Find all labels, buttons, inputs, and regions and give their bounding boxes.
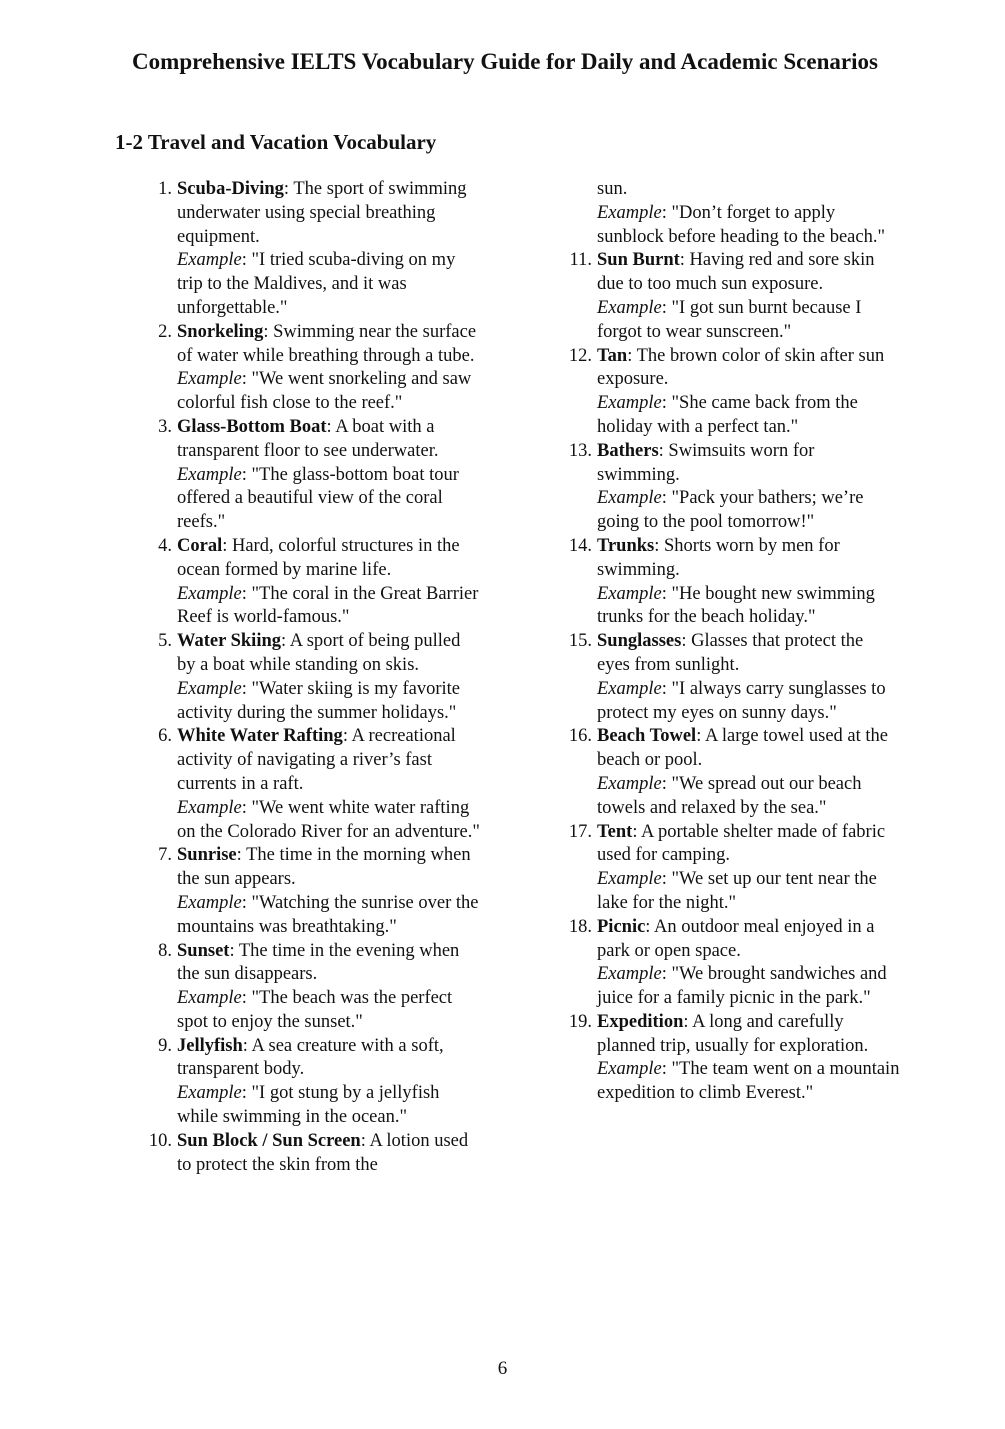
left-column bbox=[140, 178, 480, 1177]
entry-definition: : Shorts worn by men for swimming. bbox=[597, 535, 840, 580]
entry-number: 17. bbox=[568, 821, 592, 842]
example-text: : "The coral in the Great Barrier Reef is world-famous." bbox=[177, 583, 479, 628]
entry-example bbox=[597, 583, 900, 631]
vocab-entry bbox=[560, 535, 900, 630]
entry-number: 5. bbox=[158, 631, 172, 652]
entry-number: 1. bbox=[158, 179, 172, 199]
entry-example bbox=[177, 368, 480, 416]
entry-example bbox=[597, 678, 900, 726]
entry-example bbox=[177, 583, 480, 631]
entry-number: 11. bbox=[569, 250, 592, 271]
example-label: Example bbox=[177, 988, 242, 1009]
entry-term: Tent bbox=[597, 821, 633, 842]
entry-definition: : A large towel used at the beach or pool. bbox=[597, 726, 889, 771]
entry-term: Bathers bbox=[597, 440, 659, 461]
entry-term: Tan bbox=[597, 345, 628, 366]
vocab-entry bbox=[560, 821, 900, 916]
entry-number: 19. bbox=[568, 1011, 592, 1032]
entry-definition: : The time in the morning when the sun appears. bbox=[177, 845, 471, 890]
entry-example bbox=[177, 1082, 480, 1130]
example-label: Example bbox=[177, 892, 242, 913]
entry-number: 2. bbox=[158, 321, 172, 342]
entry-example bbox=[597, 297, 900, 345]
example-label: Example bbox=[597, 488, 662, 509]
entry-number: 9. bbox=[158, 1035, 172, 1056]
entry-number: 8. bbox=[158, 940, 172, 961]
vocab-entry bbox=[560, 630, 900, 725]
entry-number: 7. bbox=[158, 845, 172, 866]
entry-definition: : The time in the evening when the sun disappears. bbox=[177, 940, 460, 985]
example-label: Example bbox=[177, 369, 242, 390]
vocab-entry bbox=[560, 440, 900, 535]
entry-example bbox=[597, 773, 900, 821]
entry-definition: : A boat with a transparent floor to see underwater. bbox=[177, 416, 439, 461]
vocab-entry bbox=[140, 416, 480, 535]
entry-term: Sunset bbox=[177, 940, 230, 961]
entry-example bbox=[177, 892, 480, 940]
entry-number: 18. bbox=[568, 916, 592, 937]
example-text: : "We went white water rafting on the Colorado River for an adventure." bbox=[177, 797, 480, 842]
entry-term: Jellyfish bbox=[177, 1035, 243, 1056]
entry-term: Snorkeling bbox=[177, 321, 264, 342]
entry-example bbox=[177, 464, 480, 535]
entry-definition: : A sport of being pulled by a boat while standing on skis. bbox=[177, 631, 461, 675]
example-label: Example bbox=[597, 964, 662, 985]
vocab-entry bbox=[140, 725, 480, 844]
entry-term: Water Skiing bbox=[177, 631, 281, 652]
example-label: Example bbox=[177, 250, 242, 271]
entry-number: 3. bbox=[158, 416, 172, 437]
example-text: : "The team went on a mountain expedition to climb Everest." bbox=[597, 1059, 900, 1104]
example-label: Example bbox=[597, 393, 662, 414]
example-label: Example bbox=[597, 773, 662, 794]
example-label: Example bbox=[597, 202, 662, 223]
entry-term: Coral bbox=[177, 535, 223, 556]
example-text: : "Pack your bathers; we’re going to the pool tomorrow!" bbox=[597, 488, 864, 533]
entry-term: White Water Rafting bbox=[177, 726, 343, 747]
entry-term: Picnic bbox=[597, 916, 646, 937]
entry-definition: : Hard, colorful structures in the ocean formed by marine life. bbox=[177, 535, 460, 580]
example-text: : "I tried scuba-diving on my trip to the Maldives, and it was unforgettable." bbox=[177, 250, 456, 318]
entry-definition: : A sea creature with a soft, transparent body. bbox=[177, 1035, 444, 1080]
entry-definition: : An outdoor meal enjoyed in a park or open space. bbox=[597, 916, 875, 961]
entry-example bbox=[177, 249, 480, 320]
entry-example bbox=[597, 392, 900, 440]
entry-term: Sun Burnt bbox=[597, 250, 680, 271]
entry-definition: : A portable shelter made of fabric used for camping. bbox=[597, 821, 886, 866]
example-text: : "Water skiing is my favorite activity during the summer holidays." bbox=[177, 678, 460, 723]
entry-example bbox=[597, 1058, 900, 1106]
entry-definition: : Swimsuits worn for swimming. bbox=[597, 440, 815, 485]
entry-definition: : A lotion used to protect the skin from the bbox=[177, 1130, 469, 1175]
entry-example bbox=[597, 868, 900, 916]
entry-example bbox=[597, 963, 900, 1011]
vocab-entry bbox=[140, 1035, 480, 1130]
example-label: Example bbox=[177, 678, 242, 699]
section-heading: 1-2 Travel and Vacation Vocabulary bbox=[115, 130, 437, 154]
vocab-entry bbox=[140, 940, 480, 1035]
entry-definition: : The sport of swimming underwater using special breathing equipment. bbox=[177, 179, 467, 247]
entry-number: 13. bbox=[568, 440, 592, 461]
entry-example bbox=[177, 797, 480, 845]
example-label: Example bbox=[597, 1059, 662, 1080]
entry-term: Sunrise bbox=[177, 845, 237, 866]
entry-number: 14. bbox=[568, 535, 592, 556]
vocab-entry bbox=[140, 321, 480, 416]
example-text: : "Watching the sunrise over the mountains was breathtaking." bbox=[177, 892, 479, 937]
entry-term: Scuba-Diving bbox=[177, 179, 284, 199]
entry-definition: : A long and carefully planned trip, usually for exploration. bbox=[597, 1011, 869, 1056]
example-text: : "We went snorkeling and saw colorful fish close to the reef." bbox=[177, 369, 472, 414]
example-text: : "We set up our tent near the lake for the night." bbox=[597, 869, 877, 913]
vocab-entry bbox=[560, 725, 900, 820]
vocab-entry bbox=[560, 345, 900, 440]
right-column bbox=[560, 178, 900, 1106]
entry-term: Sunglasses bbox=[597, 631, 682, 652]
vocab-entry bbox=[560, 916, 900, 1011]
entry-definition: : Glasses that protect the eyes from sunlight. bbox=[597, 631, 864, 675]
entry-definition: : The brown color of skin after sun exposure. bbox=[597, 345, 885, 390]
entry-term: Expedition bbox=[597, 1011, 684, 1032]
example-label: Example bbox=[177, 464, 242, 485]
entry-term: Trunks bbox=[597, 535, 655, 556]
entry-term: Glass-Bottom Boat bbox=[177, 416, 327, 437]
example-text: : "The beach was the perfect spot to enjoy the sunset." bbox=[177, 988, 453, 1032]
example-label: Example bbox=[597, 583, 662, 604]
entry-number: 15. bbox=[568, 631, 592, 652]
entry-definition-continued: sun. bbox=[597, 179, 628, 199]
vocab-entry bbox=[140, 178, 480, 321]
page-number: 6 bbox=[497, 1358, 508, 1379]
entry-definition: : Swimming near the surface of water while breathing through a tube. bbox=[177, 321, 477, 366]
example-label: Example bbox=[177, 1083, 242, 1104]
vocab-entry bbox=[560, 249, 900, 344]
example-label: Example bbox=[177, 583, 242, 604]
entry-example bbox=[597, 202, 900, 250]
vocab-entry bbox=[140, 1130, 480, 1178]
vocab-entry-continuation bbox=[560, 178, 900, 249]
vocab-entry bbox=[560, 1011, 900, 1106]
example-text: : "I always carry sunglasses to protect my eyes on sunny days." bbox=[597, 678, 886, 723]
example-text: : "I got stung by a jellyfish while swimming in the ocean." bbox=[177, 1083, 440, 1128]
example-label: Example bbox=[177, 797, 242, 818]
example-label: Example bbox=[597, 297, 662, 318]
entry-definition: : A recreational activity of navigating a river’s fast currents in a raft. bbox=[177, 726, 456, 794]
entry-example bbox=[597, 487, 900, 535]
example-text: : "We brought sandwiches and juice for a family picnic in the park." bbox=[597, 964, 887, 1009]
entry-definition: : Having red and sore skin due to too much sun exposure. bbox=[597, 250, 875, 295]
example-text: : "I got sun burnt because I forgot to wear sunscreen." bbox=[597, 297, 862, 342]
example-text: : "We spread out our beach towels and relaxed by the sea." bbox=[597, 773, 862, 818]
vocab-entry bbox=[140, 535, 480, 630]
vocab-entry bbox=[140, 844, 480, 939]
example-text: : "He bought new swimming trunks for the beach holiday." bbox=[597, 583, 875, 628]
entry-number: 16. bbox=[568, 726, 592, 747]
entry-number: 6. bbox=[158, 726, 172, 747]
example-text: : "The glass-bottom boat tour offered a beautiful view of the coral reefs." bbox=[177, 464, 459, 533]
entry-number: 12. bbox=[568, 345, 592, 366]
example-text: : "She came back from the holiday with a perfect tan." bbox=[597, 393, 858, 437]
entry-term: Beach Towel bbox=[597, 726, 697, 747]
entry-example bbox=[177, 678, 480, 726]
example-label: Example bbox=[597, 678, 662, 699]
example-text: : "Don’t forget to apply sunblock before heading to the beach." bbox=[597, 202, 886, 247]
entry-term: Sun Block / Sun Screen bbox=[177, 1130, 361, 1151]
document-title: Comprehensive IELTS Vocabulary Guide for Daily and Academic Scenarios bbox=[132, 49, 878, 74]
vocab-entry bbox=[140, 630, 480, 725]
example-label: Example bbox=[597, 869, 662, 890]
entry-example bbox=[177, 987, 480, 1035]
entry-number: 10. bbox=[148, 1130, 172, 1151]
entry-number: 4. bbox=[158, 535, 172, 556]
